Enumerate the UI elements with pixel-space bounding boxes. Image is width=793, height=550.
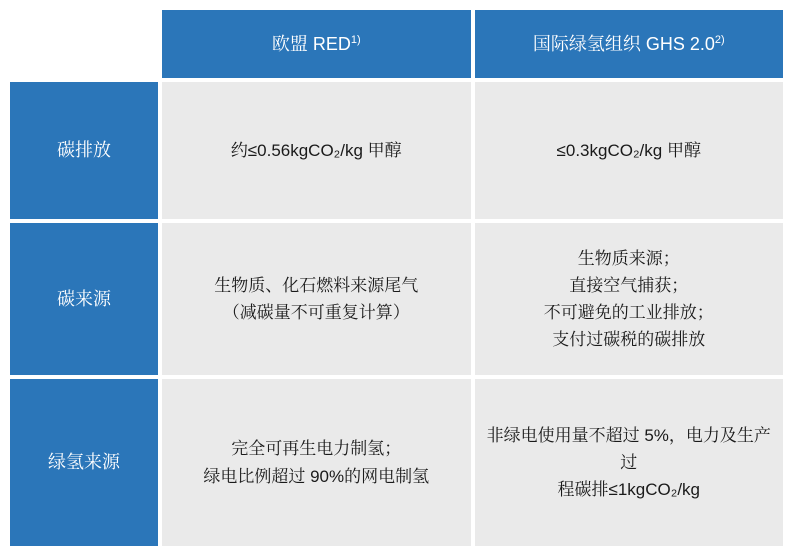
cell-carbon-emission-eu [162, 82, 471, 219]
table-corner-cell [10, 10, 158, 78]
cell-line: 程碳排≤1kgCO₂/kg [557, 480, 701, 500]
cell-hydrogen-source-ghs [475, 379, 784, 546]
comparison-table [6, 6, 787, 550]
cell-hydrogen-source-eu [162, 379, 471, 546]
column-header-eu-red-note: 1) [350, 33, 361, 46]
cell-carbon-emission-ghs [475, 82, 784, 219]
row-header-carbon-emission: 碳排放 [10, 82, 158, 219]
cell-line: 支付过碳税的碳排放 [552, 330, 706, 350]
cell-carbon-source-eu [162, 223, 471, 375]
table-row [10, 379, 783, 546]
cell-line: 不可避免的工业排放； [543, 303, 714, 322]
column-header-ghs [475, 10, 784, 78]
table-row [10, 223, 783, 375]
table-header-row [10, 10, 783, 78]
cell-line: 生物质来源； [577, 248, 680, 268]
column-header-eu-red-label: 欧盟 RED [271, 33, 351, 54]
column-header-ghs-label: 国际绿氢组织 GHS 2.0 [532, 33, 715, 54]
column-header-eu-red [162, 10, 471, 78]
cell-carbon-source-ghs [475, 223, 784, 375]
cell-line: ≤0.3kgCO₂/kg 甲醇 [556, 140, 701, 160]
cell-line: （减碳量不可重复计算） [222, 303, 410, 322]
cell-line: 直接空气捕获； [569, 275, 689, 295]
cell-line: 生物质、化石燃料来源尾气 [214, 275, 419, 295]
cell-line: 完全可再生电力制氢； [231, 439, 402, 459]
cell-line: 绿电比例超过 90%的网电制氢 [203, 466, 430, 486]
row-header-hydrogen-source: 绿氢来源 [10, 379, 158, 546]
row-header-carbon-source: 碳来源 [10, 223, 158, 375]
cell-line: 非绿电使用量不超过 5%，电力及生产过 [486, 425, 771, 472]
column-header-ghs-note: 2) [714, 33, 725, 46]
table-row [10, 82, 783, 219]
cell-line: 约≤0.56kgCO₂/kg 甲醇 [230, 140, 402, 160]
